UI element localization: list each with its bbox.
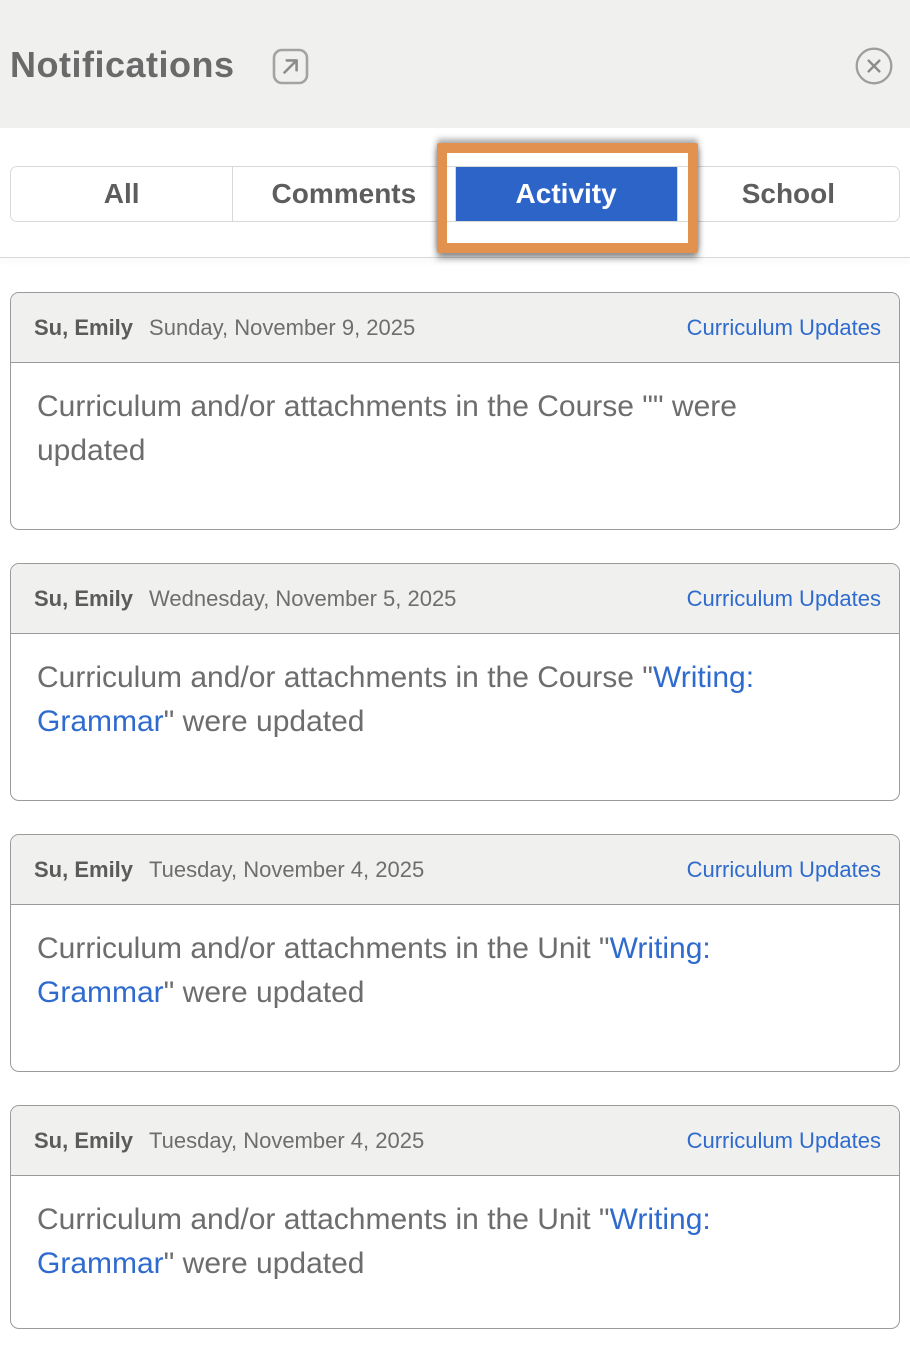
notification-date: Tuesday, November 4, 2025 [149,856,425,882]
notification-date: Wednesday, November 5, 2025 [149,585,457,611]
open-in-new-icon [272,48,309,85]
body-text: " were updated [163,705,365,738]
close-icon [855,47,893,85]
author-name: Su, Emily [34,314,134,340]
body-text: Curriculum and/or attachments in the Unit " [37,932,610,965]
notification-card [10,563,900,801]
notification-date: Tuesday, November 4, 2025 [149,1127,425,1153]
body-text: " were updated [163,1247,365,1280]
tab-label: All [103,178,140,209]
notification-text [37,927,797,1015]
notification-text [37,385,797,473]
category-link[interactable]: Curriculum Updates [686,1127,881,1153]
tab-label: Activity [515,178,617,209]
panel-header [0,0,910,128]
popout-button[interactable] [272,48,309,85]
body-text: " were updated [163,976,365,1009]
category-link[interactable]: Curriculum Updates [686,856,881,882]
page-title: Notifications [10,44,235,85]
card-body [11,634,899,800]
tab-bar [10,166,900,222]
notification-card [10,1105,900,1329]
card-header [11,564,899,634]
body-text: Curriculum and/or attachments in the Course "" were updated [37,390,737,467]
tab-activity[interactable] [456,167,678,221]
notification-date: Sunday, November 9, 2025 [149,314,416,340]
course-link[interactable]: Writing: Grammar [37,1203,711,1280]
body-text: Curriculum and/or attachments in the Course " [37,661,653,694]
tab-band [0,128,910,258]
tab-label: School [741,178,836,209]
author-name: Su, Emily [34,856,134,882]
close-button[interactable] [855,47,893,85]
course-link[interactable]: Writing: Grammar [37,932,711,1009]
author-name: Su, Emily [34,1127,134,1153]
notification-card [10,292,900,530]
notifications-list [0,258,910,1329]
divider [0,257,910,258]
tab-school[interactable] [678,167,899,221]
body-text: Curriculum and/or attachments in the Unit " [37,1203,610,1236]
card-body [11,1176,899,1328]
card-header [11,1106,899,1176]
card-body [11,905,899,1071]
tab-label: Comments [271,178,417,209]
category-link[interactable]: Curriculum Updates [686,585,881,611]
notification-text [37,656,797,744]
card-header [11,293,899,363]
card-body [11,363,899,529]
category-link[interactable]: Curriculum Updates [686,314,881,340]
course-link[interactable]: Writing: Grammar [37,661,755,738]
notification-text [37,1198,797,1286]
author-name: Su, Emily [34,585,134,611]
notification-card [10,834,900,1072]
tab-comments[interactable] [233,167,455,221]
card-header [11,835,899,905]
tab-all[interactable] [11,167,233,221]
